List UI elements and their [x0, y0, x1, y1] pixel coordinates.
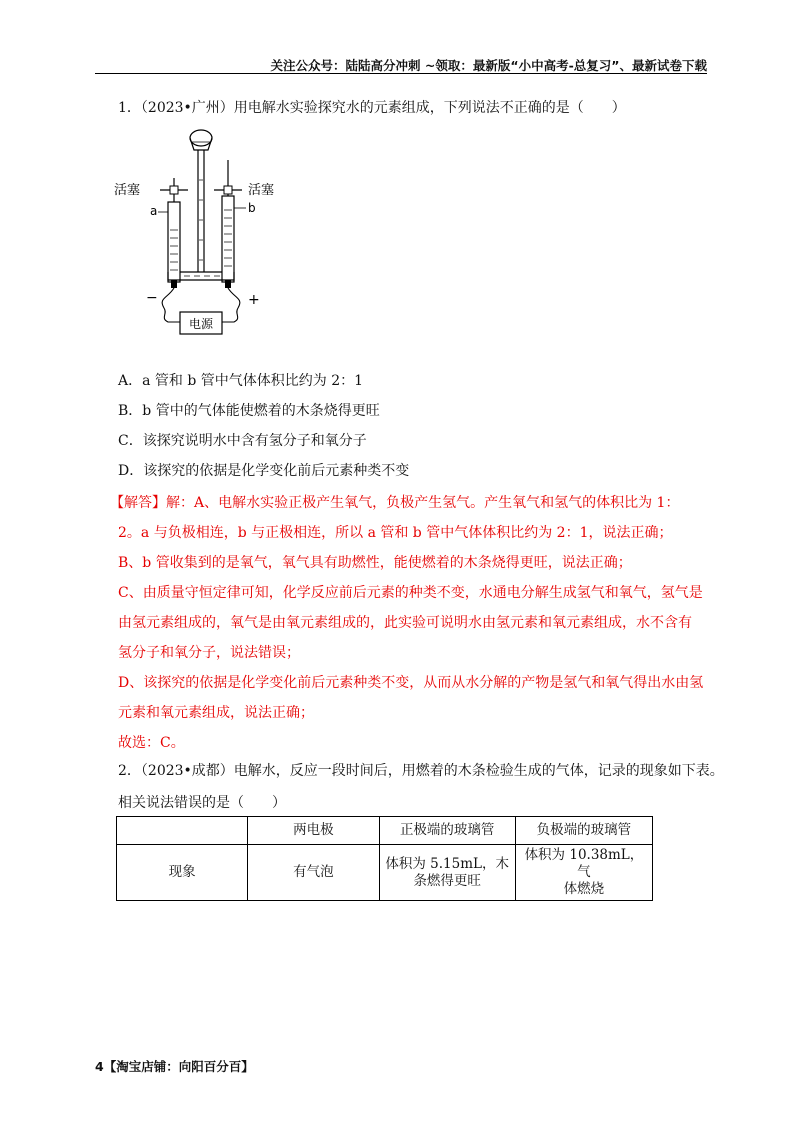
bottom-connector [168, 272, 234, 280]
electrolysis-apparatus-figure [108, 120, 288, 340]
table-header-cell: 两电极 [248, 817, 379, 845]
question-1-stem: 1．（2023•广州）用电解水实验探究水的元素组成，下列说法不正确的是（ ） [118, 100, 626, 116]
negative-tube-cell [515, 845, 652, 901]
answer-line-9: 故选：C。 [118, 735, 185, 751]
answer-line-7: D、该探究的依据是化学变化前后元素种类不变，从而从水分解的产物是氢气和氧气得出水由氢 [118, 675, 704, 691]
answer-line-2: 2。a 与负极相连，b 与正极相连，所以 a 管和 b 管中气体体积比约为 2：1，说法正确； [118, 525, 673, 541]
option-c: C．该探究说明水中含有氢分子和氧分子 [118, 433, 367, 449]
positive-tube-line-2: 条燃得更旺 [413, 872, 481, 889]
answer-line-3: B、b 管收集到的是氧气，氧气具有助燃性，能使燃着的木条烧得更旺，说法正确； [118, 555, 632, 571]
negative-tube-line-1: 体积为 10.38mL，气 [524, 847, 644, 880]
plus-sign: + [248, 292, 260, 308]
positive-tube-cell [379, 845, 515, 901]
electrodes-cell: 有气泡 [248, 845, 379, 901]
tube-b [222, 196, 234, 282]
answer-line-8: 元素和氧元素组成，说法正确； [118, 705, 314, 721]
question-2-stem: 2．（2023•成都）电解水，反应一段时间后，用燃着的木条检验生成的气体，记录的现象如下表。 [118, 763, 724, 779]
tube-a-label: a [150, 204, 158, 218]
option-a: A．a 管和 b 管中气体体积比约为 2：1 [118, 373, 364, 389]
table-header-cell: 负极端的玻璃管 [515, 817, 652, 845]
observation-table [116, 816, 653, 901]
positive-tube-line-1: 体积为 5.15mL，木 [385, 855, 509, 872]
answer-line-4: C、由质量守恒定律可知，化学反应前后元素的种类不变，水通电分解生成氢气和氧气，氢气是 [118, 585, 703, 601]
table-header-cell [117, 817, 248, 845]
table-header-cell: 正极端的玻璃管 [379, 817, 515, 845]
header-divider [95, 73, 707, 74]
page-footer: 4【淘宝店铺：向阳百分百】 [95, 1059, 254, 1074]
answer-line-5: 由氢元素组成的，氧气是由氧元素组成的，此实验可说明水由氢元素和氧元素组成，水不含有 [118, 615, 692, 631]
row-label-cell: 现象 [117, 845, 248, 901]
answer-line-1: 【解答】解：A、电解水实验正极产生氧气，负极产生氢气。产生氧气和氢气的体积比为 1： [110, 495, 680, 511]
table-row [117, 845, 653, 901]
tube-b-label: b [248, 201, 256, 215]
minus-sign: − [146, 290, 158, 306]
negative-electrode [171, 280, 177, 288]
answer-line-6: 氢分子和氧分子，说法错误； [118, 645, 300, 661]
option-d: D．该探究的依据是化学变化前后元素种类不变 [118, 463, 410, 479]
right-valve-label: 活塞 [248, 183, 275, 198]
question-2-prompt: 相关说法错误的是（ ） [118, 795, 286, 811]
option-b: B．b 管中的气体能使燃着的木条烧得更旺 [118, 403, 380, 419]
negative-tube-line-2: 体燃烧 [563, 881, 605, 897]
page-header: 关注公众号：陆陆高分冲刺 ~领取：最新版“小中高考-总复习”、最新试卷下载 [270, 58, 707, 73]
table-header-row [117, 817, 653, 845]
positive-wire [222, 288, 240, 322]
power-supply-label: 电源 [188, 317, 214, 331]
reservoir-bulb [190, 130, 212, 146]
left-valve-label: 活塞 [114, 183, 141, 198]
negative-wire [162, 288, 180, 322]
positive-electrode [225, 280, 231, 288]
